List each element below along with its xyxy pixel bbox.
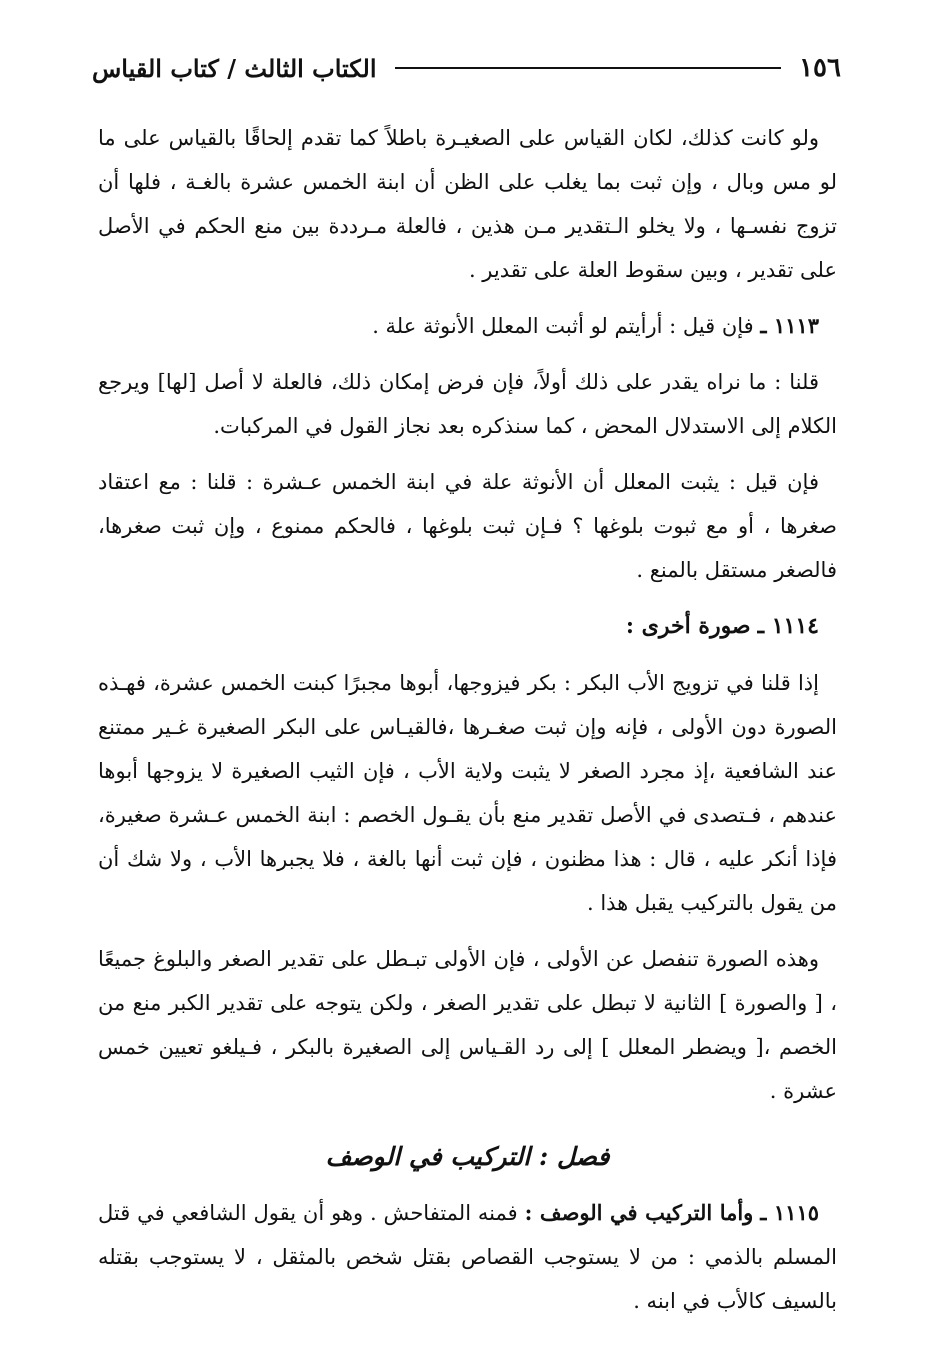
running-title: الكتاب الثالث / كتاب القياس (92, 53, 377, 83)
paragraph-number-1115: ١١١٥ ـ (760, 1200, 820, 1225)
paragraph-1: ولو كانت كذلك، لكان القياس على الصغيـرة باطلاً كما تقدم إلحاقًا بالقياس على ما لو مس وبال ، وإن ثبت بما يغلب على الظن أن ابنة الخمس عشرة بالغـة ، فلها أن تزوج نفسـها ، ولا يخلو الـتقدير مـن هذين ، فالعلة مـرددة بين منع الحكم في الأصل على تقدير ، وبين سقوط العلة على تقدير . (98, 126, 837, 282)
paragraph-1115 (98, 1191, 837, 1323)
subheading-another-form: صورة أخرى : (625, 613, 751, 639)
paragraph-7: وهذه الصورة تنفصل عن الأولى ، فإن الأولى تبـطل على تقدير الصغر والبلوغ جميعًا ، [ والصورة ] الثانية لا تبطل على تقدير الصغر ، ولكن يتوجه على تقدير الكبر منع من الخصم ،[ ويضطر المعلل ] إلى رد القـياس إلى الصغيرة بالبكر ، فـيلغو تعيين خمس عشرة . (98, 947, 837, 1103)
page-number: ١٥٦ (799, 53, 841, 83)
header-rule (395, 67, 782, 69)
paragraph-1114 (98, 604, 837, 649)
paragraph-1113 (98, 304, 837, 348)
paragraph-1113-text: فإن قيل : أرأيتم لو أثبت المعلل الأنوثة علة . (372, 314, 754, 338)
paragraph-number-1113: ١١١٣ ـ (760, 313, 819, 338)
paragraph-1115-text: فمنه المتفاحش . وهو أن يقول الشافعي في قتل المسلم بالذمي : من لا يستوجب القصاص بقتل شخص بالمثقل ، لا يستوجب بقتله بالسيف كالأب في ابنه . (98, 1201, 837, 1313)
page-body (98, 116, 837, 1335)
page-header (92, 48, 841, 88)
section-heading: فصل : التركيب في الوصف (325, 1142, 610, 1171)
paragraph-6: إذا قلنا في تزويج الأب البكر : بكر فيزوجها، أبوها مجبرًا كبنت الخمس عشرة، فهـذه الصورة دون الأولى ، فإنه وإن ثبت صغـرها ،فالقيـاس على البكر الصغيرة غـير ممتنع عند الشافعية ،إذ مجرد الصغر لا يثبت ولاية الأب ، فإن الثيب الصغيرة لا يزوجها أبوها عندهم ، فـتصدى في الأصل تقدير منع بأن يقـول الخصم : ابنة الخمس عـشرة صغيرة، فإذا أنكر عليه ، قال : هذا مظنون ، فإن ثبت أنها بالغة ، فلا يجبرها الأب ، ولا شك أن من يقول بالتركيب يقبل هذا . (98, 671, 837, 915)
paragraph-3: قلنا : ما نراه يقدر على ذلك أولاً، فإن فرض إمكان ذلك، فالعلة لا أصل [لها] ويرجع الكلام إلى الاستدلال المحض ، كما سنذكره بعد نجاز القول في المركبات. (98, 370, 837, 438)
paragraph-number-1114: ١١١٤ ـ (757, 613, 819, 639)
paragraph-4: فإن قيل : يثبت المعلل أن الأنوثة علة في ابنة الخمس عـشرة : قلنا : مع اعتقاد صغرها ، أو مع ثبوت بلوغها ؟ فـإن ثبت بلوغها ، فالحكم ممنوع ، وإن ثبت صغرها، فالصغر مستقل بالمنع . (98, 470, 837, 582)
paragraph-1115-lead: وأما التركيب في الوصف : (524, 1200, 754, 1225)
